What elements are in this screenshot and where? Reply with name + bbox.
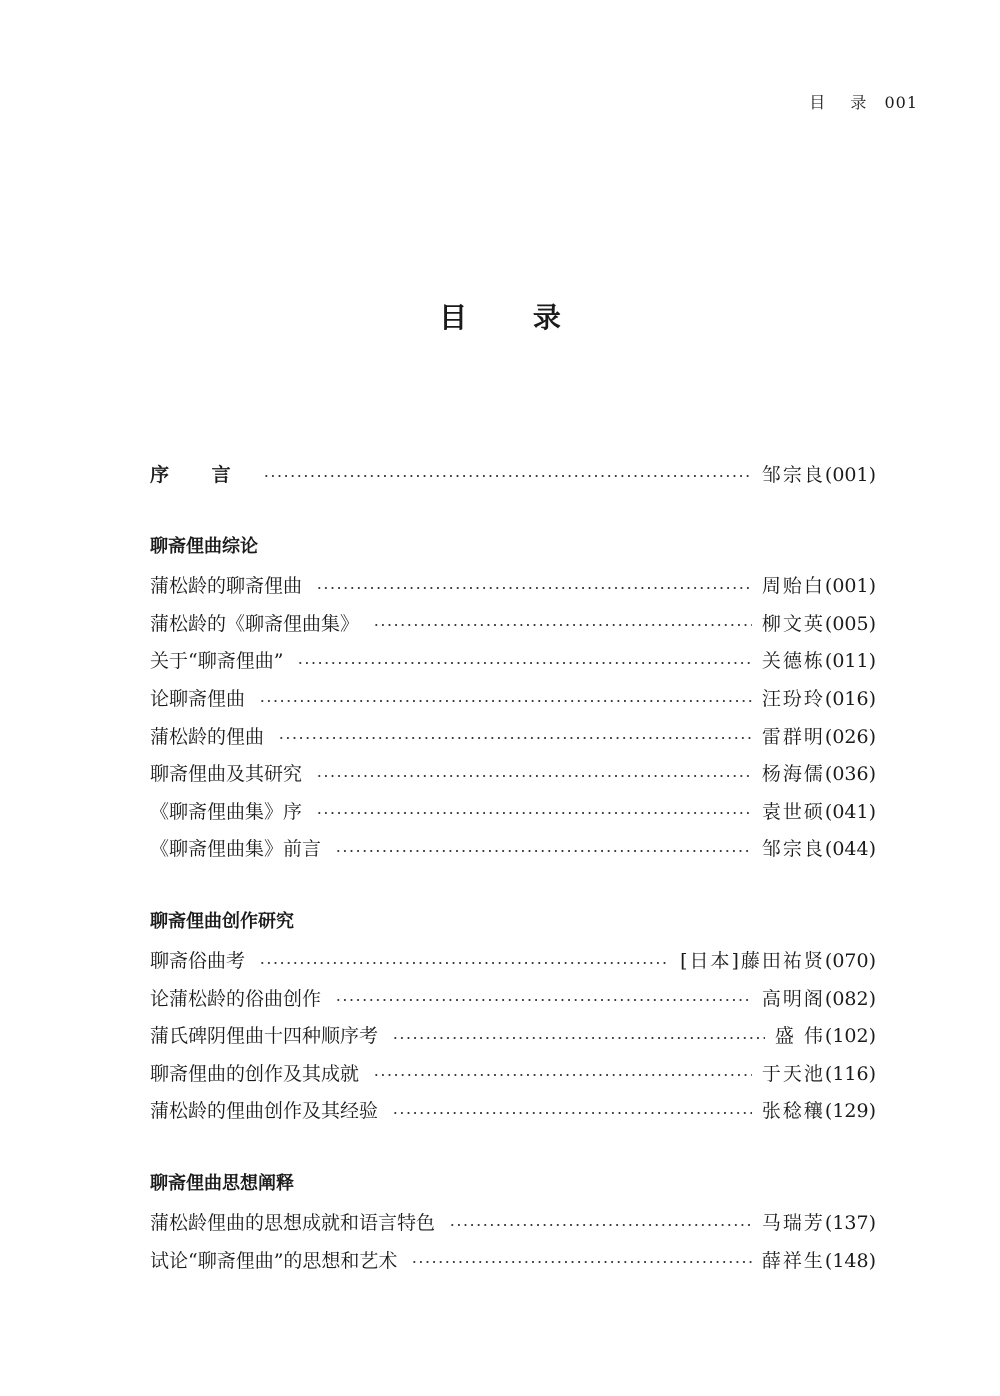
toc-entry-author: [日本]藤田祐贤(070)	[680, 950, 876, 973]
toc-entry-author: 袁世硕(041)	[761, 800, 876, 823]
toc-entry-title: 蒲松龄的俚曲	[150, 725, 265, 748]
toc-entry-author: 高明阁(082)	[761, 987, 876, 1010]
toc-entry-author: 邹宗良(044)	[761, 838, 876, 861]
toc-entry	[150, 1203, 876, 1241]
toc-entry	[150, 641, 876, 679]
toc-entry-title: 蒲松龄俚曲的思想成就和语言特色	[150, 1212, 436, 1235]
toc-entry-title: 关于“聊斋俚曲”	[150, 650, 284, 673]
toc-entry-title: 聊斋俚曲及其研究	[150, 763, 303, 786]
toc-entry-page: (001)	[824, 463, 876, 486]
toc-entry	[150, 829, 876, 867]
dot-leader	[316, 812, 752, 814]
dot-leader	[373, 624, 752, 626]
running-head-title: 目 录	[809, 93, 877, 112]
toc-entry-preface	[150, 454, 876, 492]
toc-entry	[150, 1054, 876, 1092]
toc-entry	[150, 941, 876, 979]
toc-entry-title: 蒲松龄的俚曲创作及其经验	[150, 1100, 379, 1123]
toc-entry	[150, 679, 876, 717]
dot-leader	[335, 999, 752, 1001]
toc-entry-author: 雷群明(026)	[761, 725, 876, 748]
dot-leader	[263, 475, 752, 477]
toc-entry	[150, 978, 876, 1016]
toc-entry-title: 聊斋俚曲的创作及其成就	[150, 1062, 360, 1085]
toc-entry	[150, 1091, 876, 1129]
toc-entry-page: (041)	[824, 800, 876, 823]
dot-leader	[259, 962, 670, 964]
toc-entry-title: 蒲氏碑阴俚曲十四种顺序考	[150, 1025, 379, 1048]
toc-entry-page: (016)	[824, 688, 876, 711]
toc-entry-author: 汪玢玲(016)	[761, 688, 876, 711]
dot-leader	[278, 737, 752, 739]
toc-entry-title: 蒲松龄的《聊斋俚曲集》	[150, 612, 360, 635]
toc-entry	[150, 754, 876, 792]
toc-entry-page: (116)	[824, 1062, 876, 1085]
toc-entry-author: 薛祥生(148)	[761, 1249, 876, 1272]
dot-leader	[392, 1112, 752, 1114]
toc-entry-page: (036)	[824, 763, 876, 786]
toc-entry	[150, 1240, 876, 1278]
toc-entry-author: 关德栋(011)	[761, 650, 876, 673]
toc-entry-author: 周贻白(001)	[761, 575, 876, 598]
toc-entry	[150, 792, 876, 830]
toc-entry	[150, 566, 876, 604]
toc-entry-author: 杨海儒(036)	[761, 763, 876, 786]
running-head	[809, 90, 918, 113]
toc-entry-page: (001)	[824, 575, 876, 598]
dot-leader	[411, 1261, 751, 1263]
toc-entry-title: 序 言	[150, 463, 249, 486]
toc-entry-title: 《聊斋俚曲集》序	[150, 800, 303, 823]
toc-entry	[150, 604, 876, 642]
dot-leader	[259, 700, 752, 702]
toc-entry-title: 论聊斋俚曲	[150, 688, 246, 711]
toc-entry-page: (148)	[824, 1249, 876, 1272]
dot-leader	[373, 1074, 752, 1076]
page-title: 目 录	[439, 301, 589, 334]
toc-entry-page: (070)	[824, 950, 876, 973]
running-head-page-number: 001	[884, 93, 918, 112]
toc-entry-author: 盛 伟(102)	[774, 1025, 876, 1048]
toc-entry	[150, 1016, 876, 1054]
dot-leader	[297, 662, 751, 664]
toc-entry-page: (137)	[824, 1212, 876, 1235]
section-heading: 聊斋俚曲创作研究	[150, 910, 294, 932]
toc-entry-title: 蒲松龄的聊斋俚曲	[150, 575, 303, 598]
toc-entry-title: 聊斋俗曲考	[150, 950, 246, 973]
toc-entry-title: 《聊斋俚曲集》前言	[150, 838, 322, 861]
dot-leader	[449, 1224, 752, 1226]
section-heading: 聊斋俚曲综论	[150, 536, 258, 557]
toc-entry-author: 柳文英(005)	[761, 612, 876, 635]
toc-entry-page: (082)	[824, 987, 876, 1010]
toc-entry-page: (011)	[824, 650, 876, 673]
toc-entry-page: (044)	[824, 838, 876, 861]
toc-entry-page: (102)	[824, 1025, 876, 1048]
dot-leader	[316, 587, 752, 589]
toc-entry-page: (129)	[824, 1100, 876, 1123]
dot-leader	[316, 775, 752, 777]
toc-entry-author: 邹宗良(001)	[761, 463, 876, 486]
toc-entry-page: (026)	[824, 725, 876, 748]
toc-entry-author: 于天池(116)	[761, 1062, 876, 1085]
dot-leader	[335, 850, 752, 852]
dot-leader	[392, 1037, 765, 1039]
toc-entry	[150, 716, 876, 754]
toc-entry-page: (005)	[824, 612, 876, 635]
toc-entry-author: 马瑞芳(137)	[761, 1212, 876, 1235]
toc-entry-title: 论蒲松龄的俗曲创作	[150, 987, 322, 1010]
table-of-contents	[150, 454, 876, 1278]
toc-entry-author: 张稔穰(129)	[761, 1100, 876, 1123]
toc-entry-title: 试论“聊斋俚曲”的思想和艺术	[150, 1249, 398, 1272]
section-heading: 聊斋俚曲思想阐释	[150, 1172, 294, 1194]
